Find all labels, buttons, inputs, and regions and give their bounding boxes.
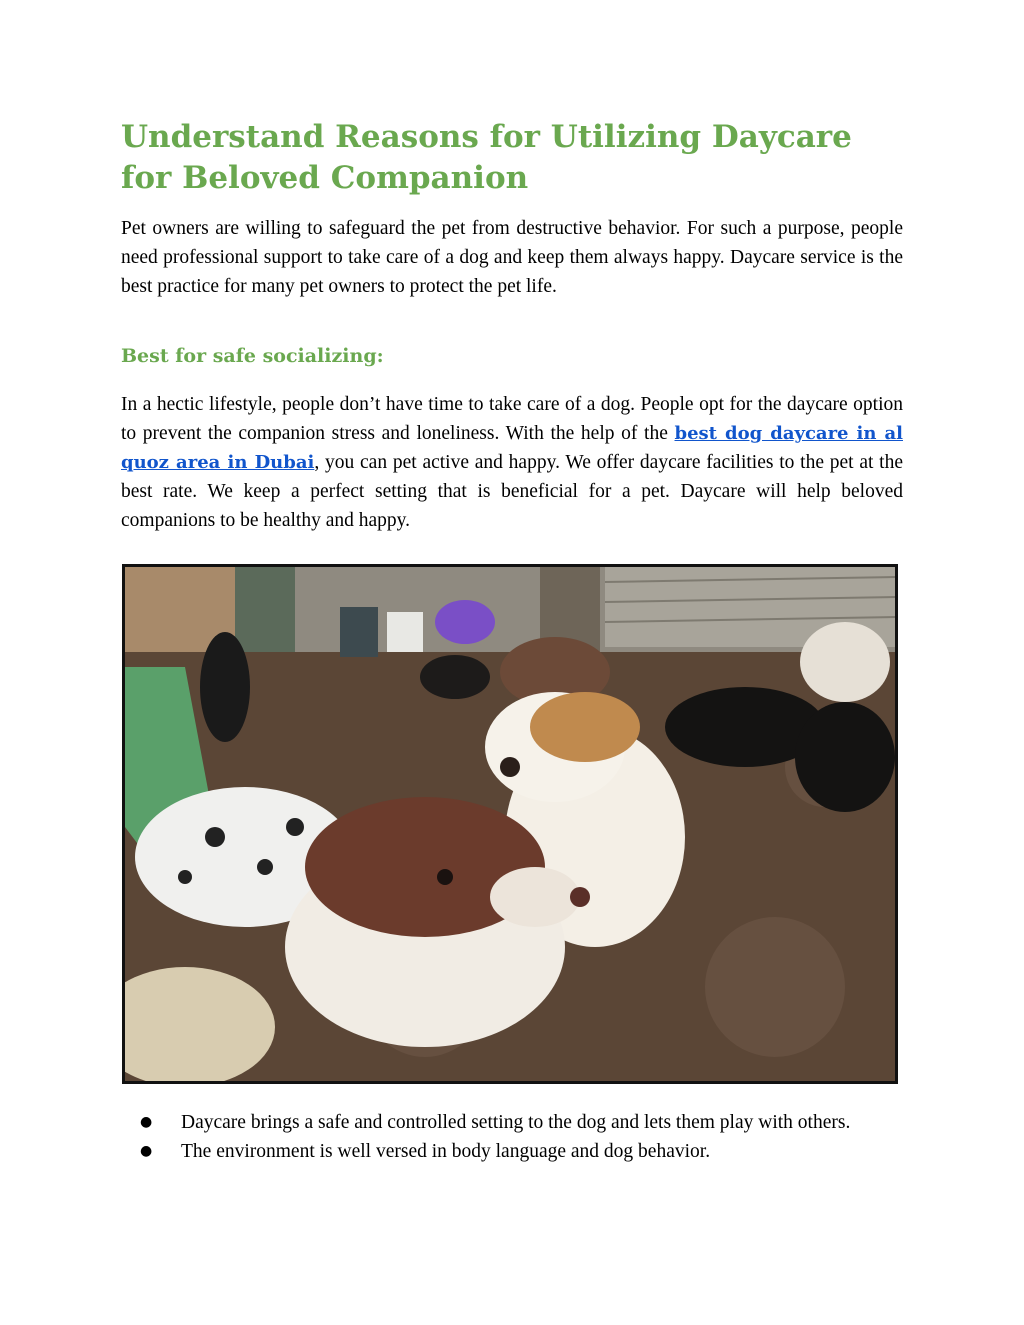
dogs-photo: [122, 564, 898, 1084]
intro-paragraph: Pet owners are willing to safeguard the pet from destructive behavior. For such a purpose, people need professional support to take care of a dog and keep them always happy. Daycare service is the best practice for many pet owners to protect the pet life.: [121, 218, 903, 297]
section-paragraph: [121, 390, 903, 535]
bullet-icon: ●: [140, 1114, 153, 1130]
section-heading: Best for safe socializing:: [121, 345, 384, 367]
list-item-text: The environment is well versed in body language and dog behavior.: [181, 1141, 711, 1162]
paragraph-text-before-link: In a hectic lifestyle, people don’t have time to take care of a dog. People opt for the daycare option to prevent the companion stress and loneliness. With the help of the: [121, 394, 903, 444]
list-item: [140, 1137, 903, 1166]
dogs-photo-illustration: [125, 567, 895, 1081]
list-item: [140, 1108, 903, 1137]
daycare-link[interactable]: best dog daycare in al quoz area in Dubai: [121, 423, 903, 473]
list-item-text: Daycare brings a safe and controlled setting to the dog and lets them play with others.: [181, 1112, 851, 1133]
page-title: Understand Reasons for Utilizing Daycare for Beloved Companion: [121, 119, 852, 196]
paragraph-text-after-link: , you can pet active and happy. We offer daycare facilities to the pet at the best rate. We keep a perfect setting that is beneficial for a pet. Daycare will help beloved companions to be healthy and happy.: [121, 452, 903, 531]
bullet-icon: ●: [140, 1143, 153, 1159]
bullet-list: [140, 1108, 903, 1166]
